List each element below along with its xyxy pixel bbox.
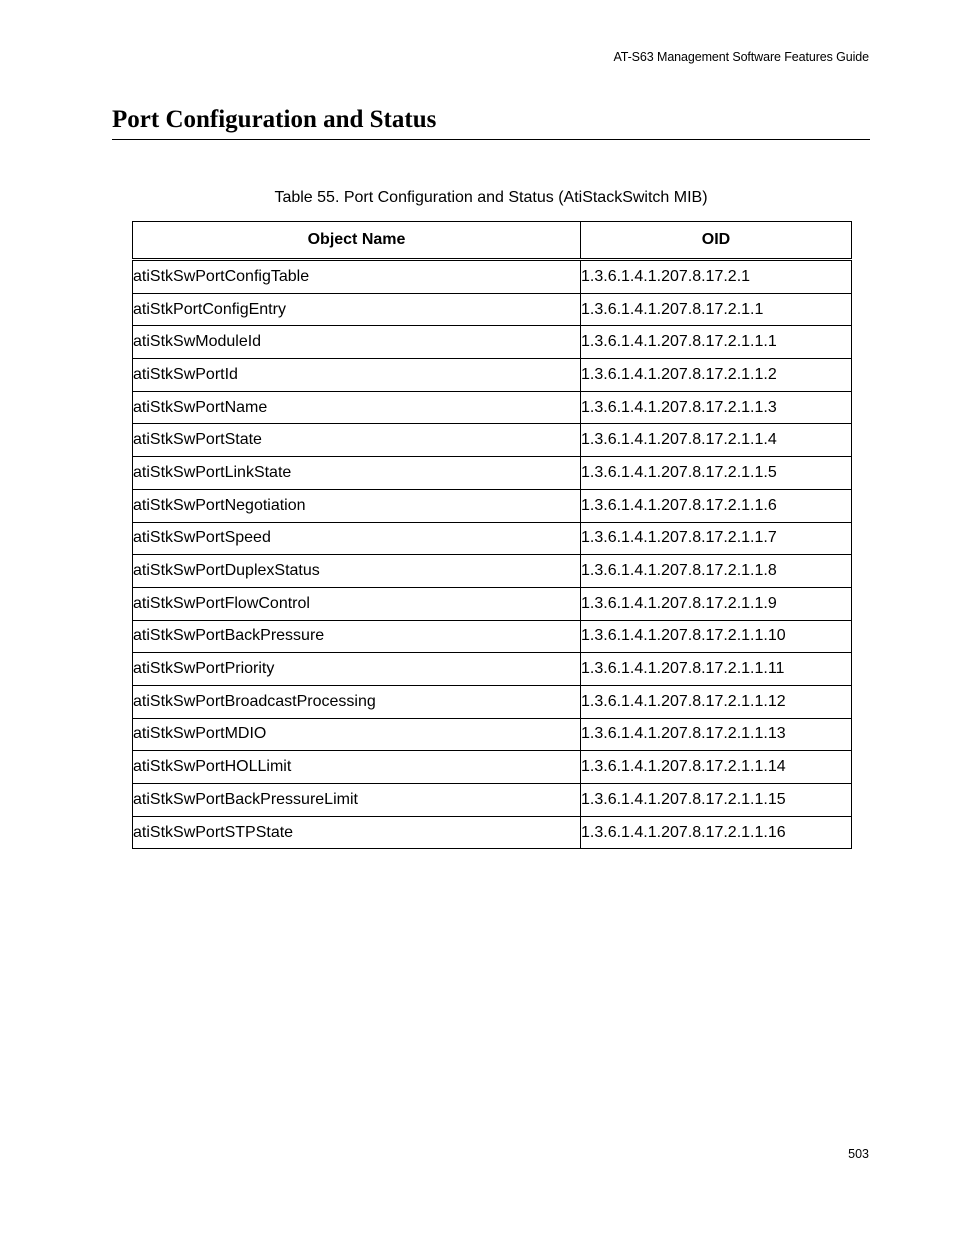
running-header: AT-S63 Management Software Features Guide bbox=[613, 50, 869, 64]
oid-cell: 1.3.6.1.4.1.207.8.17.2.1.1.1 bbox=[581, 326, 852, 359]
object-name-cell: atiStkSwPortState bbox=[133, 424, 581, 457]
object-name-cell: atiStkSwPortId bbox=[133, 359, 581, 392]
oid-cell: 1.3.6.1.4.1.207.8.17.2.1.1.3 bbox=[581, 391, 852, 424]
oid-cell: 1.3.6.1.4.1.207.8.17.2.1.1.14 bbox=[581, 751, 852, 784]
table-row bbox=[133, 751, 852, 784]
object-name-cell: atiStkSwPortConfigTable bbox=[133, 260, 581, 294]
title-rule bbox=[112, 139, 870, 140]
object-name-cell: atiStkSwPortMDIO bbox=[133, 718, 581, 751]
table-row bbox=[133, 489, 852, 522]
table-row bbox=[133, 391, 852, 424]
object-name-cell: atiStkSwPortBackPressure bbox=[133, 620, 581, 653]
oid-cell: 1.3.6.1.4.1.207.8.17.2.1.1.11 bbox=[581, 653, 852, 686]
oid-cell: 1.3.6.1.4.1.207.8.17.2.1.1.2 bbox=[581, 359, 852, 392]
table-row bbox=[133, 293, 852, 326]
object-name-cell: atiStkSwPortFlowControl bbox=[133, 587, 581, 620]
table-row bbox=[133, 784, 852, 817]
oid-cell: 1.3.6.1.4.1.207.8.17.2.1.1.7 bbox=[581, 522, 852, 555]
object-name-cell: atiStkSwPortBackPressureLimit bbox=[133, 784, 581, 817]
oid-cell: 1.3.6.1.4.1.207.8.17.2.1.1.15 bbox=[581, 784, 852, 817]
oid-cell: 1.3.6.1.4.1.207.8.17.2.1.1.9 bbox=[581, 587, 852, 620]
table-row bbox=[133, 359, 852, 392]
table-row bbox=[133, 424, 852, 457]
oid-cell: 1.3.6.1.4.1.207.8.17.2.1.1 bbox=[581, 293, 852, 326]
object-name-cell: atiStkSwPortPriority bbox=[133, 653, 581, 686]
oid-cell: 1.3.6.1.4.1.207.8.17.2.1.1.6 bbox=[581, 489, 852, 522]
table-row bbox=[133, 326, 852, 359]
object-name-cell: atiStkSwPortLinkState bbox=[133, 457, 581, 490]
object-name-cell: atiStkSwPortBroadcastProcessing bbox=[133, 685, 581, 718]
section-title: Port Configuration and Status bbox=[112, 106, 437, 133]
object-name-cell: atiStkSwPortHOLLimit bbox=[133, 751, 581, 784]
object-name-cell: atiStkSwPortName bbox=[133, 391, 581, 424]
table-row bbox=[133, 653, 852, 686]
oid-cell: 1.3.6.1.4.1.207.8.17.2.1.1.16 bbox=[581, 816, 852, 849]
table-row bbox=[133, 816, 852, 849]
table-row bbox=[133, 620, 852, 653]
oid-cell: 1.3.6.1.4.1.207.8.17.2.1 bbox=[581, 260, 852, 294]
page-number: 503 bbox=[848, 1147, 869, 1161]
table-row bbox=[133, 555, 852, 588]
object-name-cell: atiStkSwPortSpeed bbox=[133, 522, 581, 555]
table-row bbox=[133, 587, 852, 620]
column-header-object-name: Object Name bbox=[133, 222, 581, 260]
table-header-row bbox=[133, 222, 852, 260]
table-row bbox=[133, 522, 852, 555]
oid-cell: 1.3.6.1.4.1.207.8.17.2.1.1.12 bbox=[581, 685, 852, 718]
oid-cell: 1.3.6.1.4.1.207.8.17.2.1.1.10 bbox=[581, 620, 852, 653]
table-row bbox=[133, 457, 852, 490]
oid-cell: 1.3.6.1.4.1.207.8.17.2.1.1.5 bbox=[581, 457, 852, 490]
table-row bbox=[133, 260, 852, 294]
oid-cell: 1.3.6.1.4.1.207.8.17.2.1.1.4 bbox=[581, 424, 852, 457]
object-name-cell: atiStkSwPortNegotiation bbox=[133, 489, 581, 522]
mib-object-table bbox=[132, 221, 852, 849]
object-name-cell: atiStkSwModuleId bbox=[133, 326, 581, 359]
column-header-oid: OID bbox=[581, 222, 852, 260]
table-caption: Table 55. Port Configuration and Status (AtiStackSwitch MIB) bbox=[274, 189, 708, 206]
object-name-cell: atiStkSwPortDuplexStatus bbox=[133, 555, 581, 588]
table-row bbox=[133, 685, 852, 718]
oid-cell: 1.3.6.1.4.1.207.8.17.2.1.1.8 bbox=[581, 555, 852, 588]
oid-cell: 1.3.6.1.4.1.207.8.17.2.1.1.13 bbox=[581, 718, 852, 751]
object-name-cell: atiStkPortConfigEntry bbox=[133, 293, 581, 326]
table-body bbox=[133, 260, 852, 849]
table-row bbox=[133, 718, 852, 751]
object-name-cell: atiStkSwPortSTPState bbox=[133, 816, 581, 849]
